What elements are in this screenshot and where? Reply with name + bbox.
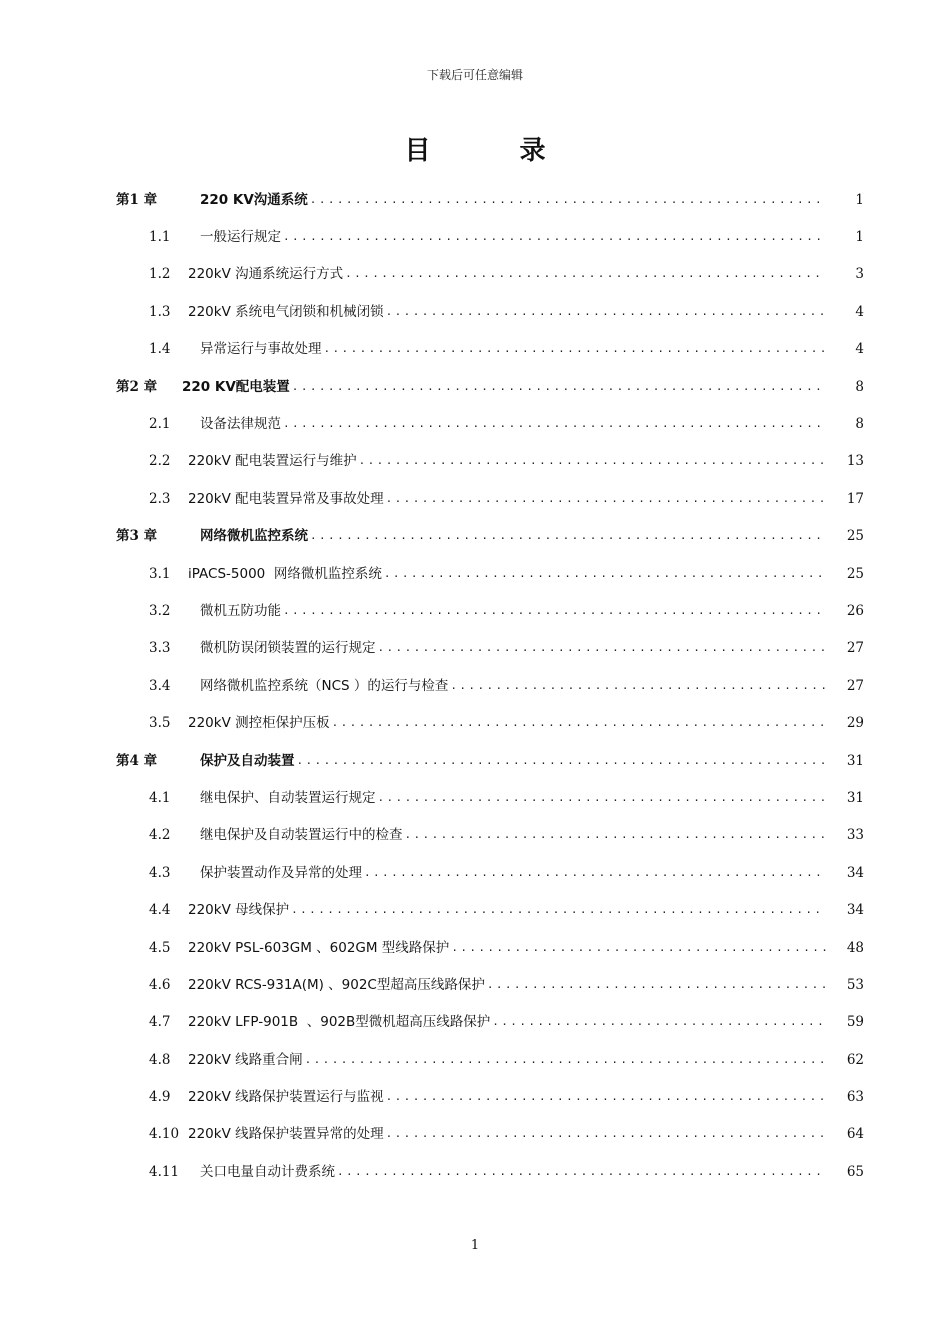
toc-chapter-entry[interactable]	[0, 518, 950, 555]
toc-entry-number: 3.3	[149, 640, 171, 657]
toc-entry-page: 1	[855, 229, 864, 246]
toc-entry-title: 关口电量自动计费系统	[200, 1163, 335, 1180]
toc-dot-leader	[451, 938, 826, 958]
toc-dot-leader	[492, 1012, 826, 1032]
toc-dot-leader	[359, 451, 826, 471]
toc-entry-page: 17	[846, 490, 864, 507]
toc-section-entry[interactable]	[0, 1041, 950, 1078]
toc-dot-leader	[283, 601, 826, 621]
toc-section-entry[interactable]	[0, 667, 950, 704]
toc-entry-page: 8	[855, 378, 864, 395]
toc-dot-leader	[283, 414, 826, 434]
toc-entry-title: 220 KV沟通系统	[200, 191, 308, 208]
toc-section-entry[interactable]	[0, 293, 950, 330]
toc-entry-title: 220 KV配电装置	[182, 378, 290, 395]
toc-section-entry[interactable]	[0, 966, 950, 1003]
toc-dot-leader	[386, 302, 826, 322]
toc-entry-page: 29	[846, 715, 864, 732]
toc-entry-page: 59	[846, 1014, 864, 1031]
toc-entry-number: 4.6	[149, 976, 171, 993]
toc-dot-leader	[378, 788, 827, 808]
toc-entry-title: 微机防误闭锁装置的运行规定	[200, 640, 376, 657]
toc-dot-leader	[450, 676, 826, 696]
toc-dot-leader	[386, 1124, 826, 1144]
page-title: 目 录	[404, 136, 586, 166]
table-of-contents	[0, 181, 950, 1191]
toc-dot-leader	[291, 900, 826, 920]
toc-dot-leader	[305, 1050, 826, 1070]
toc-entry-number: 3.1	[149, 565, 171, 582]
toc-entry-page: 13	[846, 453, 864, 470]
toc-entry-page: 34	[846, 902, 864, 919]
toc-entry-title: 继电保护、自动装置运行规定	[200, 789, 376, 806]
toc-section-entry[interactable]	[0, 480, 950, 517]
toc-entry-number: 1.2	[149, 266, 171, 283]
toc-entry-number: 3.4	[149, 677, 171, 694]
toc-section-entry[interactable]	[0, 1004, 950, 1041]
toc-section-entry[interactable]	[0, 817, 950, 854]
toc-dot-leader	[364, 863, 826, 883]
toc-section-entry[interactable]	[0, 1116, 950, 1153]
toc-entry-number: 4.5	[149, 939, 171, 956]
toc-entry-title: 220kV 沟通系统运行方式	[188, 266, 344, 283]
toc-section-entry[interactable]	[0, 779, 950, 816]
toc-section-entry[interactable]	[0, 929, 950, 966]
toc-section-entry[interactable]	[0, 443, 950, 480]
toc-entry-title: 220kV RCS-931A(M) 、902C型超高压线路保护	[188, 976, 485, 993]
toc-dot-leader	[297, 751, 827, 771]
toc-entry-title: 220kV LFP-901B 、902B型微机超高压线路保护	[188, 1014, 491, 1031]
toc-entry-title: 异常运行与事故处理	[200, 341, 322, 358]
toc-entry-number: 1.3	[149, 303, 171, 320]
toc-dot-leader	[324, 339, 827, 359]
toc-chapter-entry[interactable]	[0, 742, 950, 779]
toc-entry-title: 一般运行规定	[200, 229, 281, 246]
toc-entry-page: 63	[846, 1089, 864, 1106]
toc-section-entry[interactable]	[0, 854, 950, 891]
toc-entry-number: 2.3	[149, 490, 171, 507]
toc-dot-leader	[337, 1162, 826, 1182]
toc-entry-title: 220kV 线路保护装置运行与监视	[188, 1089, 384, 1106]
toc-dot-leader	[310, 526, 826, 546]
toc-entry-page: 64	[846, 1126, 864, 1143]
toc-entry-page: 25	[846, 528, 864, 545]
toc-entry-title: 220kV 配电装置运行与维护	[188, 453, 357, 470]
toc-entry-number: 4.8	[149, 1051, 171, 1068]
toc-entry-number: 4.1	[149, 789, 171, 806]
toc-entry-page: 34	[846, 864, 864, 881]
toc-entry-title: 220kV 母线保护	[188, 902, 290, 919]
toc-entry-number: 4.10	[149, 1126, 180, 1143]
toc-entry-page: 1	[855, 191, 864, 208]
toc-entry-title: iPACS-5000 网络微机监控系统	[188, 565, 382, 582]
toc-dot-leader	[283, 227, 826, 247]
toc-entry-title: 220kV 线路保护装置异常的处理	[188, 1126, 384, 1143]
toc-entry-number: 1.1	[149, 229, 171, 246]
toc-entry-number: 1.4	[149, 341, 171, 358]
toc-dot-leader	[384, 564, 826, 584]
toc-entry-number: 4.2	[149, 827, 171, 844]
toc-dot-leader	[487, 975, 826, 995]
toc-entry-number: 4.4	[149, 902, 171, 919]
toc-entry-title: 220kV 配电装置异常及事故处理	[188, 490, 384, 507]
page-number-footer: 1	[470, 1238, 480, 1253]
toc-dot-leader	[292, 377, 826, 397]
toc-dot-leader	[386, 489, 826, 509]
toc-entry-page: 27	[846, 677, 864, 694]
toc-entry-number: 第1 章	[116, 191, 158, 208]
toc-entry-number: 第2 章	[116, 378, 158, 395]
toc-section-entry[interactable]	[0, 592, 950, 629]
toc-entry-number: 4.7	[149, 1014, 171, 1031]
header-note: 下载后可任意编辑	[426, 68, 523, 82]
toc-entry-number: 4.3	[149, 864, 171, 881]
toc-dot-leader	[378, 638, 827, 658]
toc-entry-title: 220kV PSL-603GM 、602GM 型线路保护	[188, 939, 450, 956]
toc-section-entry[interactable]	[0, 555, 950, 592]
toc-entry-title: 设备法律规范	[200, 416, 281, 433]
toc-entry-page: 27	[846, 640, 864, 657]
toc-section-entry[interactable]	[0, 331, 950, 368]
toc-entry-page: 33	[846, 827, 864, 844]
toc-entry-page: 65	[846, 1163, 864, 1180]
toc-entry-page: 3	[855, 266, 864, 283]
toc-entry-page: 62	[846, 1051, 864, 1068]
toc-entry-title: 继电保护及自动装置运行中的检查	[200, 827, 403, 844]
toc-entry-number: 2.1	[149, 416, 171, 433]
toc-dot-leader	[332, 713, 826, 733]
toc-entry-number: 4.9	[149, 1089, 171, 1106]
toc-dot-leader	[310, 190, 826, 210]
toc-entry-title: 微机五防功能	[200, 602, 281, 619]
toc-entry-number: 3.5	[149, 715, 171, 732]
toc-entry-page: 48	[846, 939, 864, 956]
toc-entry-page: 31	[846, 789, 864, 806]
toc-section-entry[interactable]	[0, 1153, 950, 1190]
toc-entry-title: 保护及自动装置	[200, 752, 295, 769]
toc-section-entry[interactable]	[0, 630, 950, 667]
toc-entry-page: 31	[846, 752, 864, 769]
toc-section-entry[interactable]	[0, 256, 950, 293]
toc-section-entry[interactable]	[0, 704, 950, 741]
toc-entry-title: 网络微机监控系统	[200, 528, 308, 545]
toc-chapter-entry[interactable]	[0, 368, 950, 405]
toc-entry-number: 2.2	[149, 453, 171, 470]
toc-section-entry[interactable]	[0, 405, 950, 442]
toc-entry-number: 3.2	[149, 602, 171, 619]
toc-section-entry[interactable]	[0, 218, 950, 255]
toc-entry-page: 53	[846, 976, 864, 993]
toc-dot-leader	[386, 1087, 826, 1107]
toc-entry-page: 8	[855, 416, 864, 433]
toc-entry-number: 4.11	[149, 1163, 180, 1180]
toc-entry-title: 220kV 测控柜保护压板	[188, 715, 330, 732]
toc-entry-number: 第3 章	[116, 528, 158, 545]
toc-chapter-entry[interactable]	[0, 181, 950, 218]
toc-section-entry[interactable]	[0, 891, 950, 928]
toc-entry-page: 26	[846, 602, 864, 619]
toc-entry-page: 4	[855, 341, 864, 358]
toc-entry-title: 220kV 系统电气闭锁和机械闭锁	[188, 303, 384, 320]
toc-entry-title: 网络微机监控系统（NCS ）的运行与检查	[200, 677, 449, 694]
toc-entry-title: 保护装置动作及异常的处理	[200, 864, 362, 881]
toc-section-entry[interactable]	[0, 1078, 950, 1115]
toc-dot-leader	[345, 264, 826, 284]
toc-entry-page: 25	[846, 565, 864, 582]
toc-dot-leader	[405, 825, 827, 845]
toc-entry-title: 220kV 线路重合闸	[188, 1051, 303, 1068]
toc-entry-number: 第4 章	[116, 752, 158, 769]
toc-entry-page: 4	[855, 303, 864, 320]
